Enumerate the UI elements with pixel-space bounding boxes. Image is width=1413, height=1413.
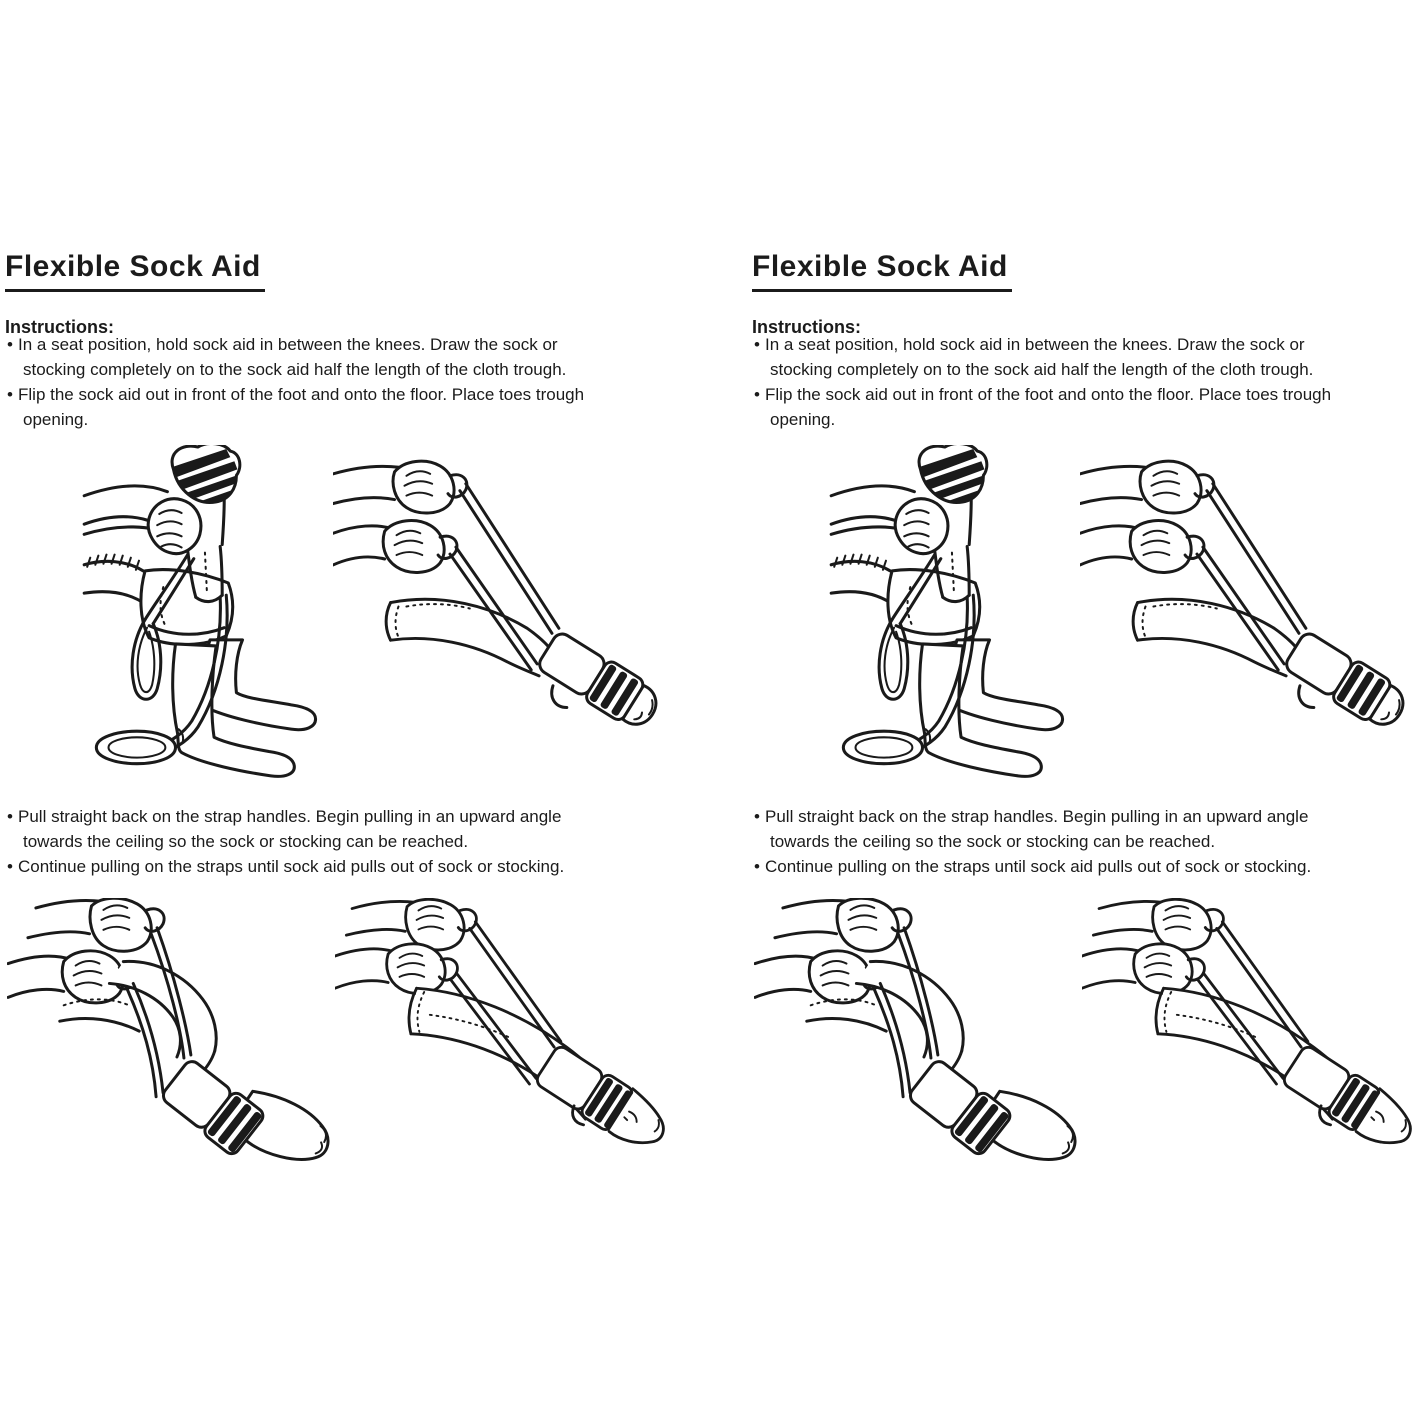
instructions-heading: Instructions: — [752, 316, 862, 337]
instruction-bullet — [752, 804, 1413, 854]
step-1-bullets — [5, 332, 695, 432]
step-2-bullets — [5, 804, 695, 879]
bullet-line: • Flip the sock aid out in front of the foot and onto the floor. Place toes trough — [765, 385, 1332, 404]
sock-aid-between-knees-illustration — [80, 445, 338, 785]
bullet-line: • In a seat position, hold sock aid in between the knees. Draw the sock or — [18, 335, 558, 354]
page-title: Flexible Sock Aid — [752, 250, 1012, 292]
bullet-line: towards the ceiling so the sock or stocking can be reached. — [23, 832, 469, 851]
step-2-bullets — [752, 804, 1413, 879]
bullet-line: stocking completely on to the sock aid half the length of the cloth trough. — [770, 360, 1314, 379]
instruction-panel-right — [752, 230, 1413, 1215]
instruction-bullet — [752, 854, 1413, 879]
instruction-bullet — [5, 804, 695, 854]
bullet-line: • Continue pulling on the straps until sock aid pulls out of sock or stocking. — [18, 857, 565, 876]
bullet-line: • Continue pulling on the straps until sock aid pulls out of sock or stocking. — [765, 857, 1312, 876]
page-title: Flexible Sock Aid — [5, 250, 265, 292]
instruction-panel-left — [5, 230, 695, 1215]
bullet-line: opening. — [770, 410, 836, 429]
sock-aid-pulls-out-illustration — [1082, 898, 1413, 1198]
instruction-bullet — [5, 854, 695, 879]
step-1-bullets — [752, 332, 1413, 432]
pull-straps-back-illustration — [7, 898, 337, 1206]
bullet-line: • Flip the sock aid out in front of the foot and onto the floor. Place toes trough — [18, 385, 585, 404]
toes-into-trough-illustration — [333, 458, 665, 760]
toes-into-trough-illustration — [1080, 458, 1412, 760]
instruction-bullet — [752, 382, 1413, 432]
bullet-line: • In a seat position, hold sock aid in between the knees. Draw the sock or — [765, 335, 1305, 354]
instruction-bullet — [752, 332, 1413, 382]
sock-aid-between-knees-illustration — [827, 445, 1085, 785]
sock-aid-pulls-out-illustration — [335, 898, 667, 1198]
instructions-heading: Instructions: — [5, 316, 115, 337]
pull-straps-back-illustration — [754, 898, 1084, 1206]
instruction-bullet — [5, 382, 695, 432]
bullet-line: opening. — [23, 410, 89, 429]
bullet-line: stocking completely on to the sock aid half the length of the cloth trough. — [23, 360, 567, 379]
bullet-line: • Pull straight back on the strap handles. Begin pulling in an upward angle — [18, 807, 562, 826]
instruction-bullet — [5, 332, 695, 382]
bullet-line: • Pull straight back on the strap handles. Begin pulling in an upward angle — [765, 807, 1309, 826]
bullet-line: towards the ceiling so the sock or stocking can be reached. — [770, 832, 1216, 851]
